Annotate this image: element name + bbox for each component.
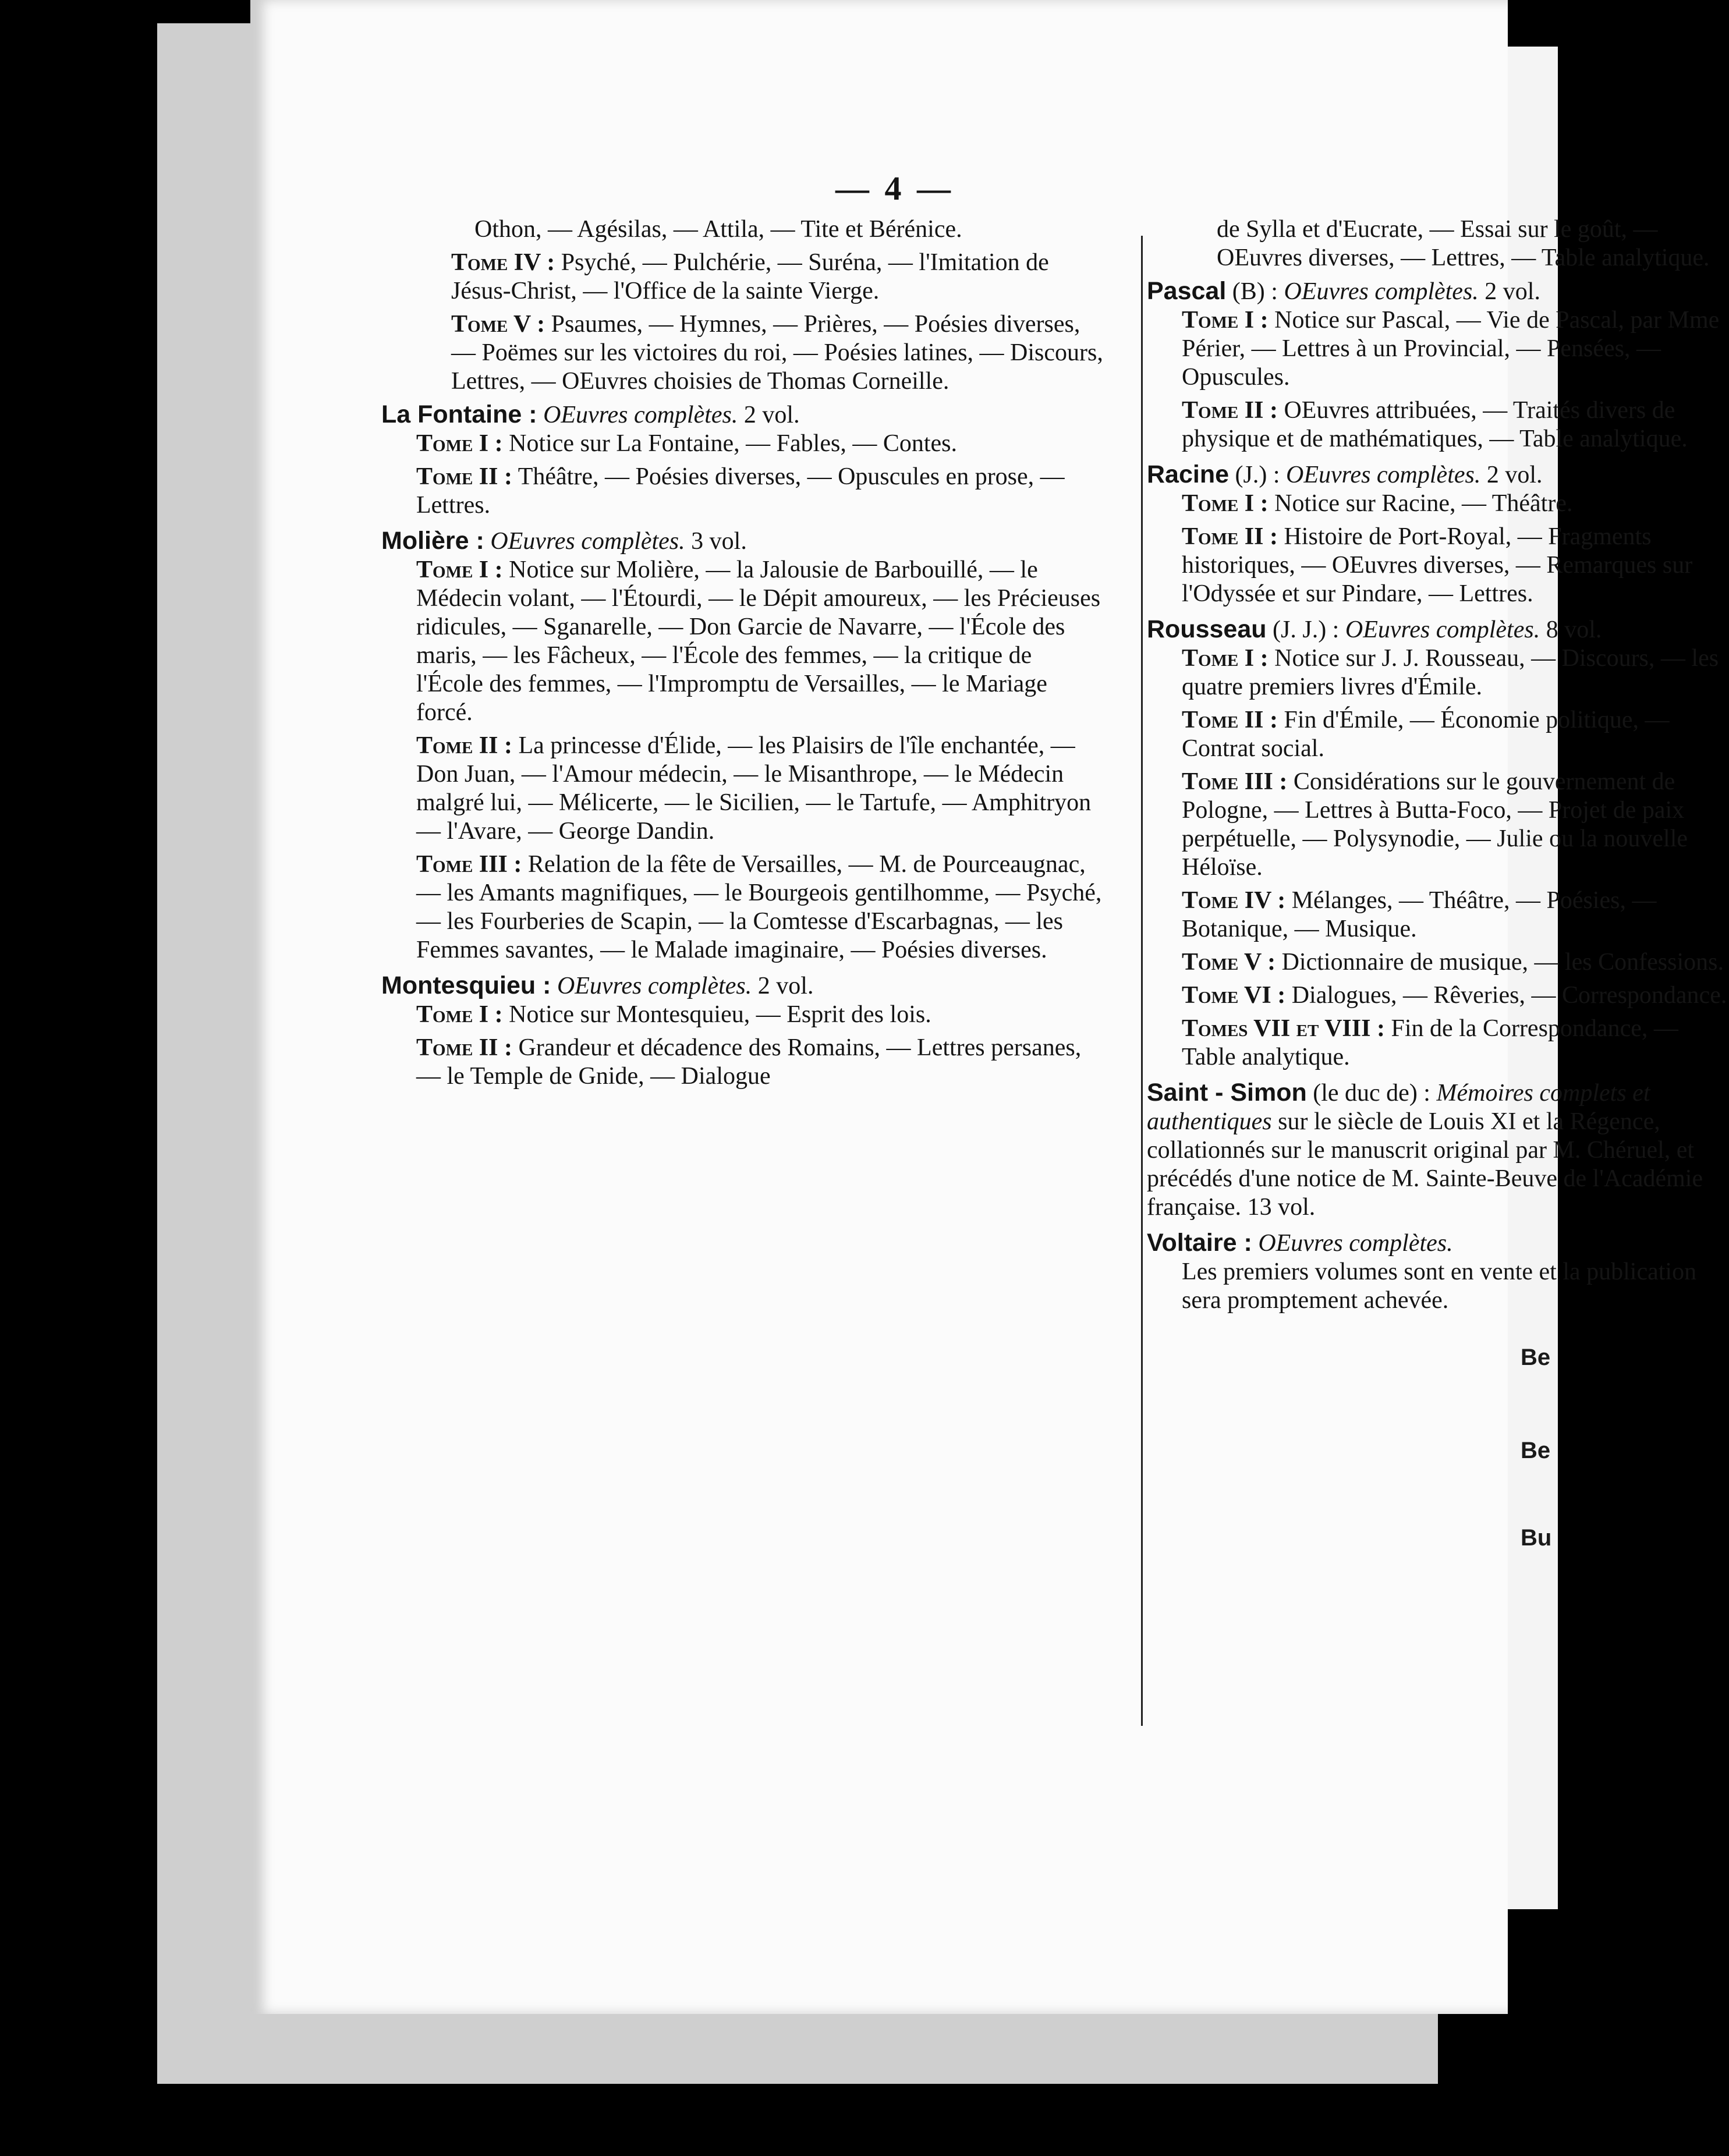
tome-label: Tome II :	[1182, 397, 1278, 424]
tome-label: Tome I :	[1182, 307, 1269, 334]
tome-entry	[1147, 306, 1729, 392]
tome-text: Histoire de Port-Royal, — Fragments historiques, — OEuvres diverses, — Remarques sur l'Odyssée et sur Pindare, — Lettres.	[1182, 523, 1693, 607]
entry-description: sur le siècle de Louis XI et la Régence, collationnés sur le manuscrit original par M. Chéruel, et précédés d'une notice de M. Sainte-Beuve de l'Académie française.	[1147, 1108, 1703, 1221]
tome-label: Tome III :	[416, 851, 522, 878]
tome-entry	[381, 1034, 1103, 1091]
volume-count: 2 vol.	[1486, 462, 1543, 488]
tome-label: Tome II :	[1182, 707, 1278, 733]
tome-text: Psaumes, — Hymnes, — Prières, — Poésies diverses, — Poëmes sur les victoires du roi, — Poésies latines, — Discours, Lettres, — OEuvres choisies de Thomas Corneille.	[451, 311, 1103, 395]
tome-entry	[381, 310, 1103, 396]
tome-entry	[1147, 644, 1729, 701]
tome-entry	[1147, 886, 1729, 944]
volume-count: 2 vol.	[757, 973, 814, 999]
margin-mark: Bu	[1521, 1525, 1552, 1551]
tome-label: Tome V :	[1182, 949, 1276, 976]
tome-text: Fin de la Correspondance, — Table analytique.	[1182, 1015, 1678, 1070]
volume-count: 8 vol.	[1546, 616, 1602, 643]
tome-entry	[381, 249, 1103, 306]
edition-title: OEuvres complètes.	[1286, 462, 1481, 488]
author-entry-saint-simon	[1147, 1079, 1729, 1222]
tome-text: Fin d'Émile, — Économie politique, — Contrat social.	[1182, 707, 1670, 762]
tome-entry	[1147, 396, 1729, 453]
continued-text: de Sylla et d'Eucrate, — Essai sur le goût, — OEuvres diverses, — Lettres, — Table analytique.	[1217, 216, 1710, 271]
tome-text: Mélanges, — Théâtre, — Poésies, — Botanique, — Musique.	[1182, 887, 1657, 942]
tome-text: Notice sur Racine, — Théâtre.	[1274, 490, 1573, 517]
tome-label: Tome II :	[416, 732, 512, 759]
tome-label: Tome II :	[1182, 523, 1278, 550]
right-column	[1147, 215, 1729, 1322]
tome-label: Tome IV :	[451, 249, 555, 276]
tome-text: Notice sur J. J. Rousseau, — Discours, — les quatre premiers livres d'Émile.	[1182, 645, 1719, 700]
tome-text: Considérations sur le gouvernement de Pologne, — Lettres à Butta-Foco, — Projet de paix perpétuelle, — Polysynodie, — Julie ou la nouvelle Héloïse.	[1182, 768, 1688, 881]
tome-entry	[1147, 706, 1729, 763]
tome-entry	[1147, 523, 1729, 608]
author-initial: (J. J.) :	[1273, 616, 1340, 643]
tome-entry	[381, 1001, 1103, 1029]
edition-title: OEuvres complètes.	[490, 528, 685, 555]
tome-entry	[381, 556, 1103, 727]
edition-title: OEuvres complètes.	[557, 973, 752, 999]
volume-count: 13 vol.	[1247, 1194, 1316, 1221]
author-entry-pascal	[1147, 277, 1729, 453]
author-entry-racine	[1147, 460, 1729, 608]
tome-text: Théâtre, — Poésies diverses, — Opuscules en prose, — Lettres.	[416, 463, 1065, 519]
author-entry-montesquieu	[381, 971, 1103, 1091]
left-column	[381, 215, 1103, 1098]
volume-count: 3 vol.	[691, 528, 747, 555]
author-name: Racine	[1147, 460, 1230, 488]
tome-text: Dialogues, — Rêveries, — Correspondance.	[1291, 982, 1727, 1009]
tome-label: Tome I :	[1182, 645, 1269, 672]
tome-text: Grandeur et décadence des Romains, — Lettres persanes, — le Temple de Gnide, — Dialogue	[416, 1034, 1082, 1090]
author-initial: (J.) :	[1235, 462, 1280, 488]
author-name: Rousseau	[1147, 615, 1267, 643]
tome-label: Tome IV :	[1182, 887, 1286, 914]
tome-text: Dictionnaire de musique, — les Confessions.	[1281, 949, 1724, 976]
author-initial: (le duc de) :	[1313, 1080, 1430, 1107]
author-name: Voltaire :	[1147, 1229, 1252, 1257]
volume-count: 2 vol.	[743, 402, 800, 428]
tome-label: Tome I :	[416, 430, 503, 457]
tome-entry	[1147, 981, 1729, 1010]
tome-label: Tome II :	[416, 1034, 512, 1061]
tome-text: La princesse d'Élide, — les Plaisirs de l'île enchantée, — Don Juan, — l'Amour médecin, — le Misanthrope, — le Médecin malgré lui, — Mélicerte, — le Sicilien, — le Tartufe, — Amphitryon — l'Avare, — George Dandin.	[416, 732, 1092, 845]
tome-entry	[1147, 1015, 1729, 1072]
continued-text: Othon, — Agésilas, — Attila, — Tite et Bérénice.	[474, 216, 962, 243]
tome-label: Tome III :	[1182, 768, 1288, 795]
author-name: Pascal	[1147, 277, 1227, 305]
tome-entry	[1147, 490, 1729, 518]
tome-text: OEuvres attribuées, — Traités divers de physique et de mathématiques, — Table analytique.	[1182, 397, 1688, 452]
column-rule	[1141, 236, 1143, 1726]
tome-text: Notice sur Molière, — la Jalousie de Barbouillé, — le Médecin volant, — l'Étourdi, — le Dépit amoureux, — les Précieuses ridicules, — Sganarelle, — Don Garcie de Navarre, — l'École des maris, — les Fâcheux, — l'École des femmes, — la critique de l'École des femmes, — l'Impromptu de Versailles, — le Mariage forcé.	[416, 556, 1101, 726]
tome-text: Notice sur Pascal, — Vie de Pascal, par Mme Périer, — Lettres à un Provincial, — Pensées, — Opuscules.	[1182, 307, 1720, 391]
page-number: — 4 —	[835, 169, 954, 207]
tome-label: Tome II :	[416, 463, 512, 490]
margin-mark: Be	[1521, 1438, 1551, 1463]
entry-description: Les premiers volumes sont en vente et la publication sera promptement achevée.	[1182, 1258, 1697, 1314]
tome-entry	[1147, 948, 1729, 977]
book-page	[250, 0, 1727, 2014]
author-entry-moliere	[381, 527, 1103, 964]
tome-entry	[381, 732, 1103, 846]
author-name: Molière :	[381, 527, 484, 555]
margin-mark: Be	[1521, 1345, 1551, 1370]
tome-text: Relation de la fête de Versailles, — M. de Pourceaugnac, — les Amants magnifiques, — le Bourgeois gentilhomme, — Psyché, — les Fourberies de Scapin, — la Comtesse d'Escarbagnas, — les Femmes savantes, — le Malade imaginaire, — Poésies diverses.	[416, 851, 1102, 963]
tome-label: Tome I :	[1182, 490, 1269, 517]
tome-text: Notice sur Montesquieu, — Esprit des lois.	[509, 1001, 931, 1028]
author-name: Saint - Simon	[1147, 1079, 1307, 1107]
tome-text: Notice sur La Fontaine, — Fables, — Contes.	[509, 430, 958, 457]
author-name: Montesquieu :	[381, 971, 551, 999]
author-entry-voltaire	[1147, 1229, 1729, 1315]
author-entry-lafontaine	[381, 400, 1103, 520]
tome-label: Tome I :	[416, 556, 503, 583]
tome-label: Tomes VII et VIII :	[1182, 1015, 1385, 1042]
edition-title: Mémoires complets et authentiques	[1147, 1080, 1650, 1135]
edition-title: OEuvres complètes.	[1345, 616, 1540, 643]
author-entry-rousseau	[1147, 615, 1729, 1072]
tome-label: Tome V :	[451, 311, 545, 338]
author-initial: (B) :	[1232, 278, 1278, 305]
tome-text: Psyché, — Pulchérie, — Suréna, — l'Imitation de Jésus-Christ, — l'Office de la sainte Vierge.	[451, 249, 1049, 304]
edition-title: OEuvres complètes.	[543, 402, 738, 428]
edition-title: OEuvres complètes.	[1258, 1230, 1453, 1257]
volume-count: 2 vol.	[1484, 278, 1540, 305]
tome-entry	[381, 463, 1103, 520]
tome-entry	[1147, 768, 1729, 882]
tome-entry	[381, 850, 1103, 964]
edition-title: OEuvres complètes.	[1284, 278, 1479, 305]
tome-entry	[381, 430, 1103, 458]
tome-label: Tome VI :	[1182, 982, 1286, 1009]
tome-label: Tome I :	[416, 1001, 503, 1028]
author-name: La Fontaine :	[381, 400, 537, 428]
